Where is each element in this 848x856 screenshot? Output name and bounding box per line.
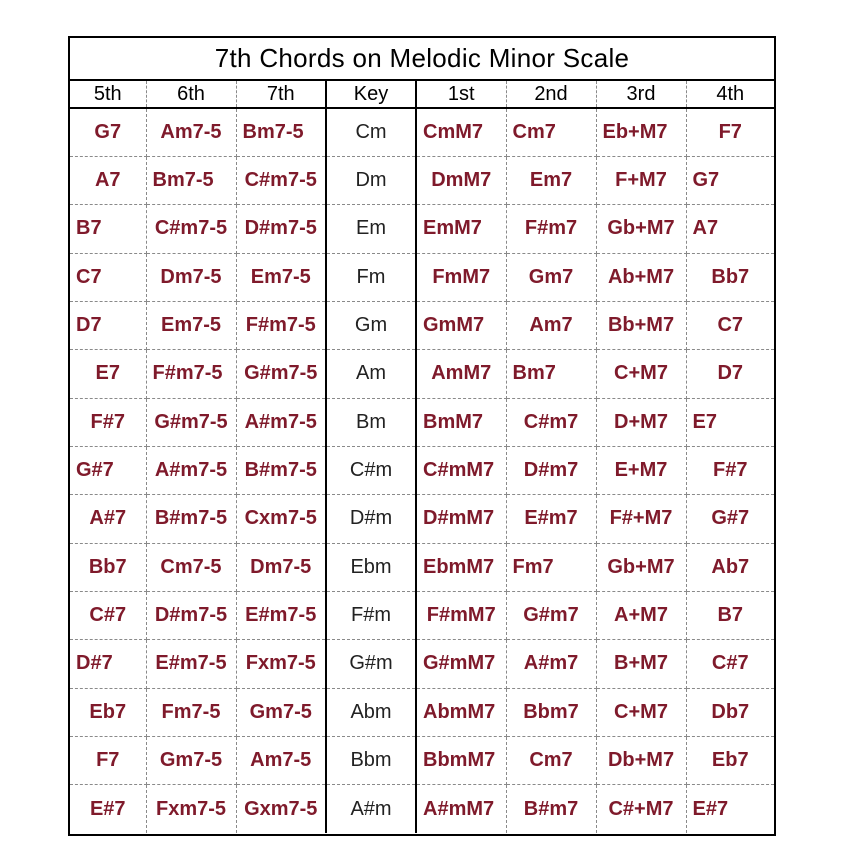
chord-cell: D#m7-5: [146, 591, 236, 639]
column-header-5th: 5th: [70, 80, 146, 108]
chord-cell: C#7: [686, 640, 774, 688]
chord-cell: A+M7: [596, 591, 686, 639]
chord-cell: BmM7: [416, 398, 506, 446]
chord-cell: F#m7-5: [236, 301, 326, 349]
chord-cell: Ab7: [686, 543, 774, 591]
table-row: [70, 640, 774, 688]
chord-cell: D+M7: [596, 398, 686, 446]
chord-cell: C#+M7: [596, 785, 686, 833]
key-cell: Bbm: [326, 736, 416, 784]
chord-cell: A#m7-5: [146, 446, 236, 494]
chord-cell: Em7-5: [236, 253, 326, 301]
chord-cell: E7: [686, 398, 774, 446]
chord-cell: A7: [686, 205, 774, 253]
chord-cell: Bbm7: [506, 688, 596, 736]
chord-cell: Ab+M7: [596, 253, 686, 301]
chord-cell: G#mM7: [416, 640, 506, 688]
chord-cell: F7: [70, 736, 146, 784]
chord-cell: C7: [686, 301, 774, 349]
key-cell: Ebm: [326, 543, 416, 591]
chord-cell: Eb7: [70, 688, 146, 736]
chord-cell: F#m7: [506, 205, 596, 253]
chord-cell: CmM7: [416, 108, 506, 156]
chord-cell: C+M7: [596, 350, 686, 398]
key-cell: A#m: [326, 785, 416, 833]
chord-cell: DmM7: [416, 156, 506, 204]
column-header-2nd: 2nd: [506, 80, 596, 108]
key-cell: Bm: [326, 398, 416, 446]
chord-cell: E#7: [692, 797, 729, 820]
chord-cell: E#m7-5: [146, 640, 236, 688]
chord-cell: Am7-5: [146, 108, 236, 156]
chord-cell: Am7-5: [236, 736, 326, 784]
chord-cell: B#m7: [506, 785, 596, 833]
table-row: [70, 156, 774, 204]
chord-cell: Em7: [506, 156, 596, 204]
chord-cell: C#m7-5: [146, 205, 236, 253]
table-row: [70, 350, 774, 398]
chord-cell: Bb+M7: [596, 301, 686, 349]
column-header-4th: 4th: [686, 80, 774, 108]
chord-cell: C#m7-5: [236, 156, 326, 204]
chord-cell: Fxm7-5: [236, 640, 326, 688]
chord-cell: D#m7: [506, 446, 596, 494]
chord-cell: G#m7-5: [146, 398, 236, 446]
table-row: [70, 108, 774, 156]
chord-cell: F#mM7: [416, 591, 506, 639]
column-header-key: Key: [326, 80, 416, 108]
chord-cell: Eb+M7: [596, 108, 686, 156]
chord-cell: C#m7: [506, 398, 596, 446]
chord-cell: Gb+M7: [596, 205, 686, 253]
chord-cell: Fxm7-5: [146, 785, 236, 833]
chord-cell: B7: [686, 591, 774, 639]
chord-cell: AmM7: [416, 350, 506, 398]
chord-cell: E7: [70, 350, 146, 398]
chord-cell: Dm7-5: [236, 543, 326, 591]
chord-cell: C7: [70, 253, 146, 301]
chord-cell: A#m7-5: [236, 398, 326, 446]
key-cell: C#m: [326, 446, 416, 494]
chord-cell: Fm7-5: [146, 688, 236, 736]
table-row: [70, 301, 774, 349]
chord-cell: Cm7: [506, 736, 596, 784]
chord-cell: D#7: [70, 640, 146, 688]
column-header-6th: 6th: [146, 80, 236, 108]
chord-cell: A#7: [70, 495, 146, 543]
key-cell: D#m: [326, 495, 416, 543]
chord-cell: D#mM7: [416, 495, 506, 543]
chord-cell: Bm7-5: [146, 156, 236, 204]
chord-cell: Cxm7-5: [236, 495, 326, 543]
column-header-3rd: 3rd: [596, 80, 686, 108]
chord-cell: D7: [686, 350, 774, 398]
chord-cell: Db7: [686, 688, 774, 736]
chord-cell: Fm7: [506, 543, 596, 591]
column-header-1st: 1st: [416, 80, 506, 108]
key-cell: G#m: [326, 640, 416, 688]
chord-cell: C#mM7: [416, 446, 506, 494]
table-row: [70, 736, 774, 784]
chord-cell: B+M7: [596, 640, 686, 688]
chord-cell: Gm7: [506, 253, 596, 301]
chord-cell: Gm7-5: [146, 736, 236, 784]
chord-cell: D#m7-5: [236, 205, 326, 253]
column-header-7th: 7th: [236, 80, 326, 108]
key-cell: Em: [326, 205, 416, 253]
chord-cell: Gb+M7: [596, 543, 686, 591]
chord-cell: B7: [70, 205, 146, 253]
chord-cell: G#7: [686, 495, 774, 543]
chord-cell: BbmM7: [416, 736, 506, 784]
key-cell: F#m: [326, 591, 416, 639]
chord-cell: Bb7: [686, 253, 774, 301]
table-row: [70, 446, 774, 494]
chord-cell: D7: [70, 301, 146, 349]
chord-cell: C#7: [70, 591, 146, 639]
chord-cell: G7: [70, 108, 146, 156]
chord-cell: FmM7: [416, 253, 506, 301]
table-row: [70, 591, 774, 639]
key-cell: Fm: [326, 253, 416, 301]
chord-cell: Bm7-5: [236, 108, 326, 156]
table-row: [70, 495, 774, 543]
chord-cell: G#m7-5: [236, 350, 326, 398]
chord-cell: E+M7: [596, 446, 686, 494]
key-cell: Cm: [326, 108, 416, 156]
chord-cell: Gm7-5: [236, 688, 326, 736]
chord-grid: [70, 38, 774, 833]
chord-cell: GmM7: [416, 301, 506, 349]
chord-cell: Bm7: [506, 350, 596, 398]
chord-cell: Bb7: [70, 543, 146, 591]
chord-cell: F+M7: [596, 156, 686, 204]
chord-cell: F7: [686, 108, 774, 156]
chord-cell: G#m7: [506, 591, 596, 639]
key-cell: Dm: [326, 156, 416, 204]
chord-cell: Cm7: [506, 108, 596, 156]
table-row: [70, 253, 774, 301]
chord-table: [68, 36, 776, 836]
table-row: [70, 688, 774, 736]
header-row: [70, 80, 774, 108]
chord-cell: Dm7-5: [146, 253, 236, 301]
chord-cell: C+M7: [596, 688, 686, 736]
chord-cell: Am7: [506, 301, 596, 349]
chord-cell: A#mM7: [416, 785, 506, 833]
chord-cell: F#+M7: [596, 495, 686, 543]
chord-cell: B#m7-5: [146, 495, 236, 543]
key-cell: Am: [326, 350, 416, 398]
chord-cell: Db+M7: [596, 736, 686, 784]
chord-cell: F#m7-5: [146, 350, 236, 398]
table-row: [70, 205, 774, 253]
table-row: [70, 398, 774, 446]
chord-cell: A#m7: [506, 640, 596, 688]
chord-cell: F#7: [686, 446, 774, 494]
chord-cell: E#m7: [506, 495, 596, 543]
key-cell: Abm: [326, 688, 416, 736]
chord-cell: Gxm7-5: [236, 785, 326, 833]
chord-cell: G7: [686, 156, 774, 204]
table-row: [70, 785, 774, 833]
key-cell: Gm: [326, 301, 416, 349]
table-title: 7th Chords on Melodic Minor Scale: [70, 38, 774, 80]
chord-cell: E#7: [70, 785, 146, 833]
table-row: [70, 543, 774, 591]
chord-cell: F#7: [70, 398, 146, 446]
chord-cell: Em7-5: [146, 301, 236, 349]
chord-cell: EmM7: [416, 205, 506, 253]
chord-cell: Eb7: [686, 736, 774, 784]
chord-cell: AbmM7: [416, 688, 506, 736]
chord-cell: A7: [70, 156, 146, 204]
chord-cell: G#7: [70, 446, 146, 494]
chord-cell: E#m7-5: [236, 591, 326, 639]
title-row: [70, 38, 774, 80]
chord-cell: EbmM7: [416, 543, 506, 591]
chord-cell: B#m7-5: [236, 446, 326, 494]
chord-cell: Cm7-5: [146, 543, 236, 591]
